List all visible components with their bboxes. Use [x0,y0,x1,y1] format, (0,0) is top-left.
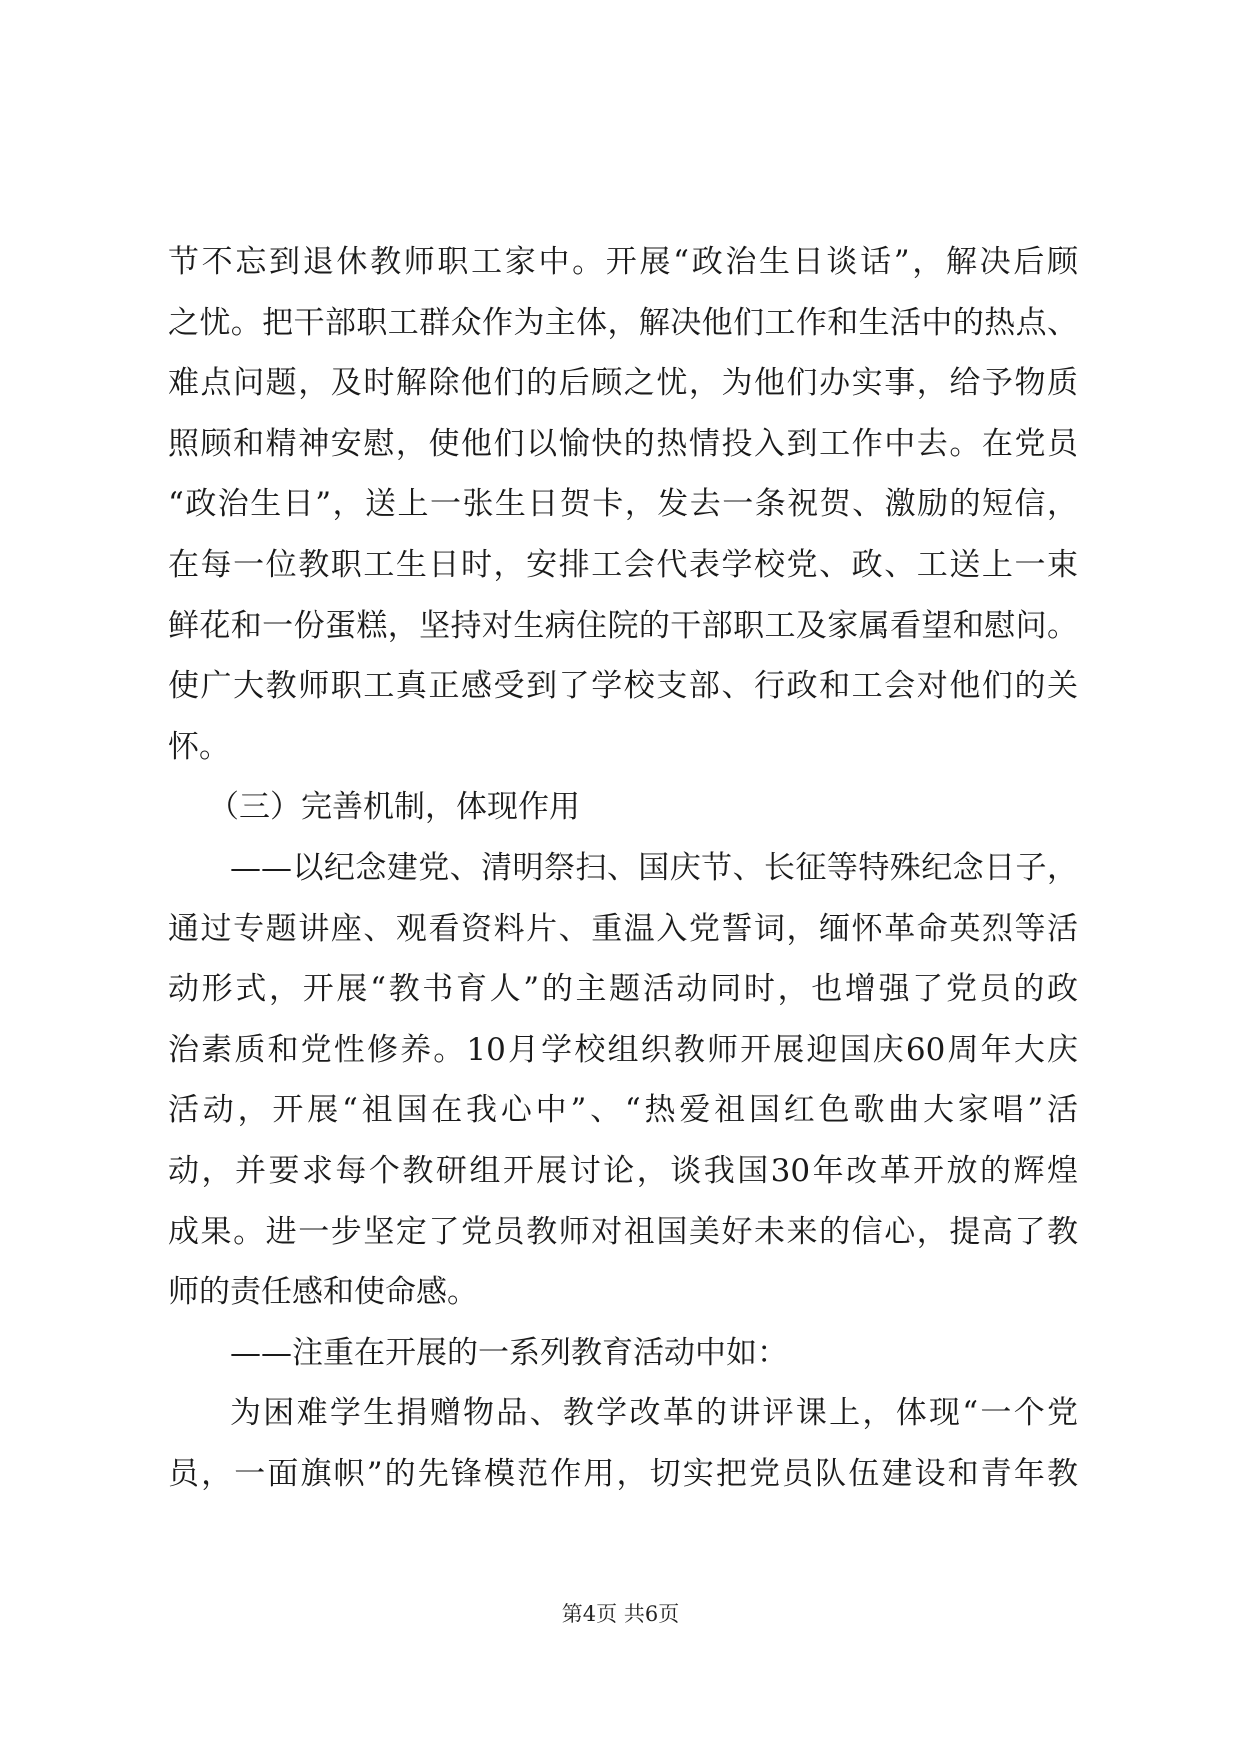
text-line: 治素质和党性修养。10月学校组织教师开展迎国庆60周年大庆 [168,1031,1078,1068]
text-line: 为困难学生捐赠物品、教学改革的讲评课上，体现“一个党 [230,1395,1078,1432]
text-line: 照顾和精神安慰，使他们以愉快的热情投入到工作中去。在党员 [168,425,1078,462]
text-line: 动形式，开展“教书育人”的主题活动同时，也增强了党员的政 [168,971,1078,1008]
text-line: 动，并要求每个教研组开展讨论，谈我国30年改革开放的辉煌 [168,1152,1078,1189]
text-line: “政治生日”，送上一张生日贺卡，发去一条祝贺、激励的短信， [168,486,1078,523]
text-line: 员，一面旗帜”的先锋模范作用，切实把党员队伍建设和青年教 [168,1455,1078,1492]
text-line: 节不忘到退休教师职工家中。开展“政治生日谈话”，解决后顾 [168,244,1078,280]
text-line: 成果。进一步坚定了党员教师对祖国美好未来的信心，提高了教 [168,1213,1078,1250]
section-heading: （三）完善机制，体现作用 [208,789,580,826]
text-line: 活动，开展“祖国在我心中”、“热爱祖国红色歌曲大家唱”活 [168,1092,1078,1129]
text-line: 在每一位教职工生日时，安排工会代表学校党、政、工送上一束 [168,546,1078,583]
text-line: ——注重在开展的一系列教育活动中如： [230,1334,788,1371]
text-line: 怀。 [168,728,230,765]
text-line: 师的责任感和使命感。 [168,1274,478,1311]
document-body [168,232,1078,1504]
page-number-footer: 第4页 共6页 [561,1602,680,1626]
text-line: 难点问题，及时解除他们的后顾之忧，为他们办实事，给予物质 [168,365,1078,402]
text-line: 鲜花和一份蛋糕，坚持对生病住院的干部职工及家属看望和慰问。 [168,607,1078,644]
text-line: 使广大教师职工真正感受到了学校支部、行政和工会对他们的关 [168,668,1078,705]
text-line: 通过专题讲座、观看资料片、重温入党誓词，缅怀革命英烈等活 [168,910,1078,947]
text-line: ——以纪念建党、清明祭扫、国庆节、长征等特殊纪念日子， [230,849,1078,886]
text-line: 之忧。把干部职工群众作为主体，解决他们工作和生活中的热点、 [168,304,1078,341]
